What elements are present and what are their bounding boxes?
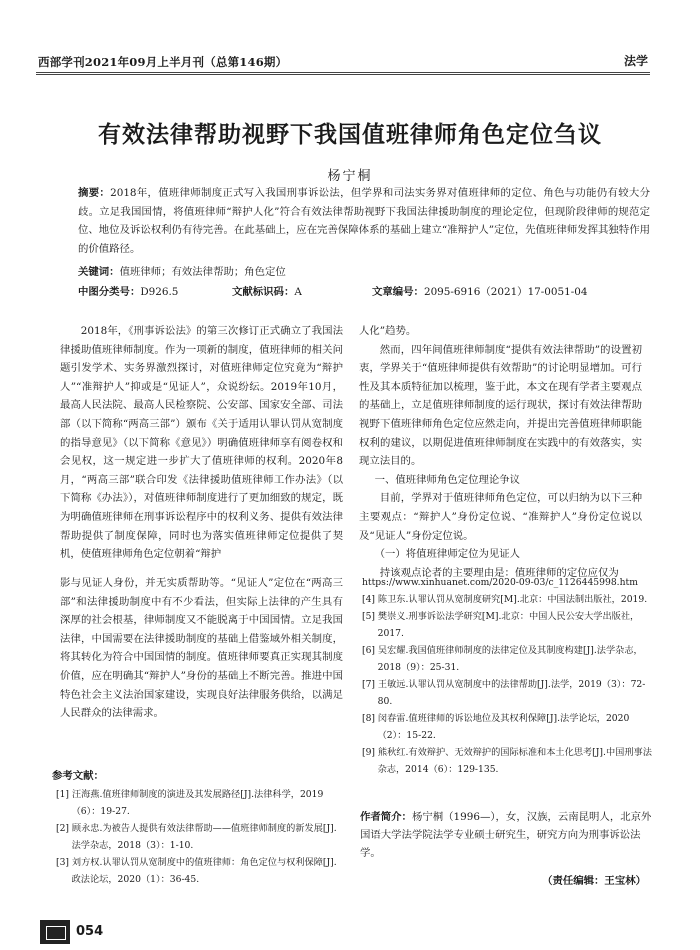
- article-value: 2095-6916（2021）17-0051-04: [423, 286, 588, 298]
- reference-item: [6] 吴宏耀.我国值班律师制度的法律定位及其制度构建[J].法学杂志，2018（9）：25-31.: [362, 645, 643, 673]
- paragraph: 持该观点论者的主要理由是：值班律师的定位应仅为: [379, 566, 619, 579]
- paragraph: 2018年，《刑事诉讼法》的第三次修订正式确立了我国法律援助值班律师制度。作为一项新的制度，值班律师的相关问题引发学术、实务界激烈探讨，对值班律师定位究竟为“辩护人”“准辩护人”抑或是“见证人”，众说纷纭。2019年10月，最高人民法院、最高人民检察院、公安部、国家安全部、司法部（以下简称“两高三部”）颁布《关于适用认罪认罚从宽制度的指导意见》（以下简称《意见》）明确值班律师享有阅卷权和会见权，这一规定进一步扩大了值班律师的权利。2020年8月，“两高三部”联合印发《法律援助值班律师工作办法》（以下简称《办法》），对值班律师制度进行了更加细致的规定，既为明确值班律师在刑事诉讼程序中的权利义务、提供有效法律帮助提供了制度保障，同时也为落实值班律师定位提供了契机，使值班律师角色定位朝着“辩护: [60, 325, 343, 561]
- references-right: [362, 574, 652, 778]
- page-number: 054: [76, 924, 104, 939]
- article-author: 杨宁桐: [327, 169, 373, 184]
- reference-item: [5] 樊崇义.刑事诉讼法学研究[M].北京：中国人民公安大学出版社，2017.: [362, 611, 640, 639]
- keywords-text: 值班律师；有效法律帮助；角色定位: [119, 266, 286, 278]
- subsection-heading: （一）将值班律师定位为见证人: [374, 548, 521, 561]
- references-title: 参考文献：: [52, 770, 104, 782]
- paragraph: 然而，四年间值班律师制度“提供有效法律帮助”的设置初衷，学界关于“值班律师提供有效帮助”的讨论明显增加。可行性及其本质特征加以梳理，鉴于此，本文在现有学者主要观点的基础上，立足值班律师制度的运行现状，探讨有效法律帮助视野下值班律师角色定位应然走向，并提出完善值班律师职能权利的建议，以期促进值班律师制度在实践中的有效落实，实现立法目的。: [359, 343, 642, 468]
- paragraph: 目前，学界对于值班律师角色定位，可以归纳为以下三种主要观点：“辩护人”身份定位说、“准辩护人”身份定位说以及“见证人”身份定位说。: [359, 492, 642, 542]
- keywords: [78, 263, 650, 282]
- editor-note: （责任编辑：王宝林）: [542, 875, 646, 887]
- abstract: [78, 184, 650, 258]
- reference-item: [3] 刘方权.认罪认罚从宽制度中的值班律师：角色定位与权利保障[J].政法论坛，2020（1）：36-45.: [56, 857, 337, 885]
- article-label: 文章编号：: [372, 286, 424, 298]
- abstract-label: 摘要：: [78, 187, 111, 199]
- journal-header: 西部学刊2021年09月上半月刊（总第146期）: [38, 55, 288, 69]
- reference-item: https://www.xinhuanet.com/2020-09-03/c_1126445998.htm: [362, 577, 638, 588]
- doc-value: A: [294, 286, 302, 298]
- section-heading: 一、值班律师角色定位理论争议: [374, 473, 521, 486]
- document-code: [232, 283, 302, 298]
- article-number: [372, 283, 587, 298]
- right-column: [359, 322, 642, 582]
- left-column-lower: [60, 574, 343, 723]
- class-label: 中图分类号：: [78, 286, 141, 298]
- article-title: 有效法律帮助视野下我国值班律师角色定位刍议: [98, 121, 602, 148]
- reference-item: [4] 陈卫东.认罪认罚从宽制度研究[M].北京：中国法制出版社，2019.: [362, 594, 648, 605]
- reference-item: [2] 顾永忠.为被告人提供有效法律帮助——值班律师制度的新发展[J].法学杂志，2018（3）：1-10.: [56, 823, 337, 851]
- classification: [78, 283, 178, 298]
- doc-label: 文献标识码：: [232, 286, 295, 298]
- paragraph: 人化”趋势。: [359, 325, 417, 337]
- left-column: [60, 322, 343, 564]
- reference-item: [1] 汪海燕.值班律师制度的演进及其发展路径[J].法律科学，2019（6）：19-27.: [56, 789, 324, 817]
- author-bio-text: 杨宁桐（1996—），女，汉族，云南昆明人，北京外国语大学法学院法学专业硕士研究生，研究方向为刑事诉讼法学。: [360, 811, 652, 859]
- references-left: [56, 786, 344, 888]
- class-value: D926.5: [140, 286, 179, 298]
- author-bio: [360, 808, 656, 862]
- header-rule: [36, 72, 650, 75]
- keywords-label: 关键词：: [78, 266, 120, 278]
- section-label: 法学: [623, 54, 648, 68]
- reference-item: [8] 闵春雷.值班律师的诉讼地位及其权利保障[J].法学论坛，2020（2）：15-22.: [362, 713, 630, 741]
- reference-item: [9] 熊秋红.有效辩护、无效辩护的国际标准和本土化思考[J].中国刑事法杂志，2014（6）：129-135.: [362, 747, 652, 775]
- author-bio-label: 作者简介：: [360, 811, 412, 823]
- page-marker: [40, 920, 70, 944]
- paragraph: 影与见证人身份，并无实质帮助等。“见证人”定位在“两高三部”和法律援助制度中有不少看法，但实际上法律的产生具有深厚的社会根基，律师制度又不能脱离于中国国情。立足我国法律，中国需要在法律援助制度的基础上借鉴域外相关制度，将其转化为符合中国国情的制度。值班律师要真正实现其制度价值，应在明确其“辩护人”身份的基础上不断完善。推进中国特色社会主义法治国家建设，实现良好法律服务供给，以满足人民群众的法律需求。: [60, 577, 343, 720]
- abstract-text: 2018年，值班律师制度正式写入我国刑事诉讼法，但学界和司法实务界对值班律师的定位、角色与功能仍有较大分歧。立足我国国情，将值班律师“辩护人化”符合有效法律帮助视野下我国法律援助制度的理论定位，但现阶段律师的规范定位、地位及诉讼权利仍有待完善。在此基础上，应在完善保障体系的基础上建立“准辩护人”定位，先值班律师发挥其独特作用的价值路径。: [78, 187, 650, 255]
- reference-item: [7] 王敏远.认罪认罚从宽制度中的法律帮助[J].法学，2019（3）：72-80.: [362, 679, 646, 707]
